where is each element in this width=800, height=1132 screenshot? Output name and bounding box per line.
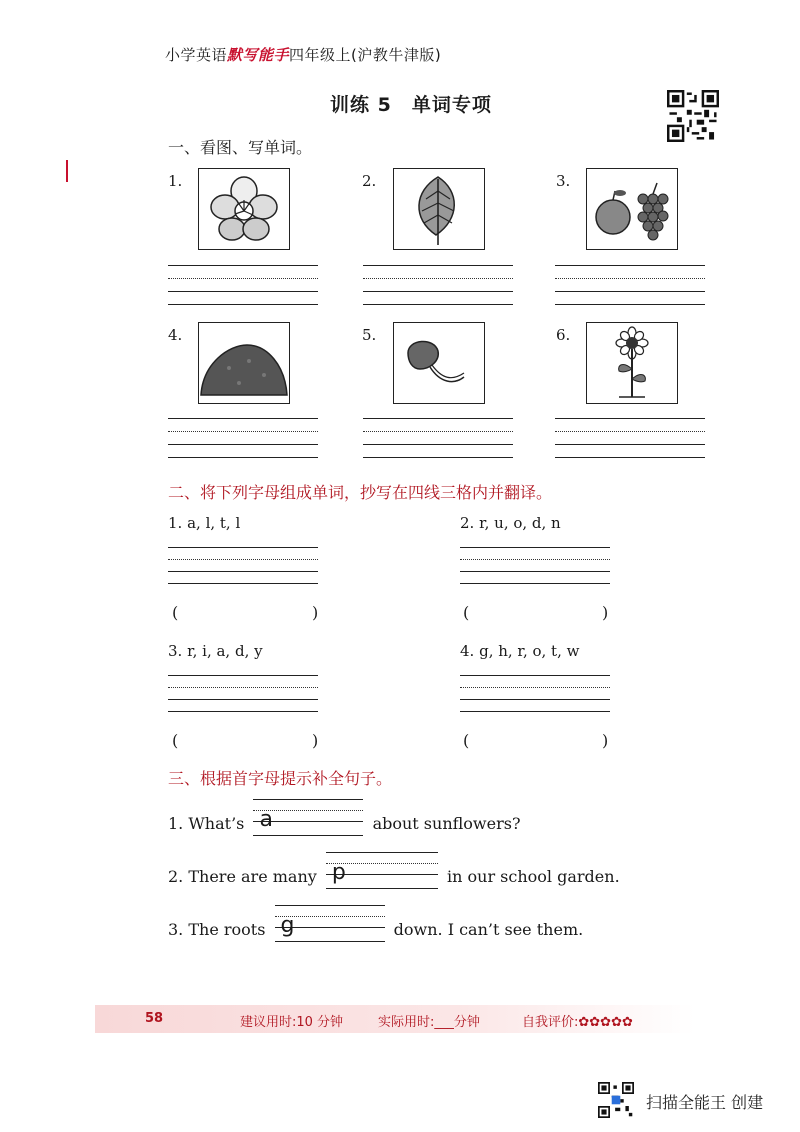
answer-blank-2[interactable] [326, 860, 438, 886]
flower-icon [199, 169, 289, 249]
item-number: 5. [362, 326, 377, 344]
picture-box-6 [586, 322, 678, 404]
translation-input-3[interactable] [185, 728, 305, 750]
item-number: 6. [556, 326, 571, 344]
translation-paren-open: ( [463, 603, 470, 622]
translation-paren-open: ( [172, 603, 179, 622]
sentence-2 [168, 860, 620, 886]
item-number: 4. [460, 642, 475, 660]
sentence-1 [168, 807, 521, 833]
picture-box-4 [198, 322, 290, 404]
item-number: 3. [168, 920, 184, 939]
scramble-item-3 [168, 642, 263, 660]
picture-box-1 [198, 168, 290, 250]
book-title-prefix: 小学英语 [165, 46, 228, 64]
fruit-icon [587, 169, 677, 249]
scramble-item-2 [460, 514, 561, 532]
item-number: 1. [168, 172, 183, 190]
item-number: 2. [168, 867, 184, 886]
scanner-qr-icon [598, 1082, 634, 1118]
sentence-after: in our school garden. [447, 867, 620, 886]
sentence-after: down. I can’t see them. [393, 920, 584, 939]
sunflower-plant-icon [587, 323, 677, 403]
writing-lines-s2-3[interactable] [168, 675, 318, 723]
scrambled-letters: r, u, o, d, n [479, 514, 561, 532]
translation-input-4[interactable] [476, 728, 596, 750]
item-number: 3. [556, 172, 571, 190]
translation-paren-close: ) [602, 731, 609, 750]
seed-icon [394, 323, 484, 403]
item-number: 1. [168, 814, 184, 833]
sentence-before: The roots [188, 920, 266, 939]
sentence-before: There are many [188, 867, 317, 886]
sentence-before: What’s [188, 814, 245, 833]
lesson-title: 训练 5 单词专项 [330, 94, 492, 116]
translation-paren-close: ) [312, 603, 319, 622]
writing-lines-3[interactable] [555, 265, 705, 305]
scrambled-letters: g, h, r, o, t, w [479, 642, 580, 660]
self-eval-label: 自我评价: [522, 1015, 579, 1030]
sentence-after: about sunflowers? [372, 814, 521, 833]
sentence-3 [168, 913, 584, 939]
writing-lines-s2-4[interactable] [460, 675, 610, 723]
picture-box-3 [586, 168, 678, 250]
answer-blank-1[interactable] [253, 807, 363, 833]
section1-title: 一、看图、写单词。 [168, 138, 313, 157]
writing-lines-6[interactable] [555, 418, 705, 458]
scramble-item-4 [460, 642, 579, 660]
translation-input-2[interactable] [476, 600, 596, 622]
item-number: 2. [362, 172, 377, 190]
page-number: 58 [145, 1011, 164, 1026]
self-evaluation [522, 1011, 633, 1030]
translation-paren-open: ( [172, 731, 179, 750]
book-brand: 默写能手 [227, 46, 290, 64]
item-number: 4. [168, 326, 183, 344]
item-number: 1. [168, 514, 183, 532]
book-title [165, 44, 441, 65]
qr-code-icon[interactable] [667, 90, 719, 142]
hint-letter: p [331, 860, 346, 885]
writing-lines-1[interactable] [168, 265, 318, 305]
actual-time: 实际用时:___分钟 [378, 1015, 480, 1030]
translation-paren-close: ) [602, 603, 609, 622]
hint-letter: a [259, 807, 273, 832]
soil-icon [199, 323, 289, 403]
rating-stars[interactable]: ✿✿✿✿✿ [578, 1015, 633, 1030]
scanner-watermark: 扫描全能王 创建 [646, 1093, 764, 1112]
translation-paren-open: ( [463, 731, 470, 750]
item-number: 2. [460, 514, 475, 532]
suggested-time: 建议用时:10 分钟 [240, 1015, 344, 1030]
section3-title: 三、根据首字母提示补全句子。 [168, 769, 393, 788]
writing-lines-4[interactable] [168, 418, 318, 458]
translation-input-1[interactable] [185, 600, 305, 622]
writing-lines-s2-1[interactable] [168, 547, 318, 595]
writing-lines-2[interactable] [363, 265, 513, 305]
scrambled-letters: r, i, a, d, y [187, 642, 263, 660]
picture-box-2 [393, 168, 485, 250]
scramble-item-1 [168, 514, 240, 532]
translation-paren-close: ) [312, 731, 319, 750]
section2-title: 二、将下列字母组成单词，抄写在四线三格内并翻译。 [168, 483, 553, 502]
scrambled-letters: a, l, t, l [187, 514, 241, 532]
writing-lines-5[interactable] [363, 418, 513, 458]
book-title-suffix: 四年级上(沪教牛津版) [289, 46, 442, 64]
leaf-icon [394, 169, 484, 249]
hint-letter: g [280, 913, 295, 938]
item-number: 3. [168, 642, 183, 660]
picture-box-5 [393, 322, 485, 404]
page-edge-mark [66, 160, 68, 182]
answer-blank-3[interactable] [275, 913, 385, 939]
writing-lines-s2-2[interactable] [460, 547, 610, 595]
